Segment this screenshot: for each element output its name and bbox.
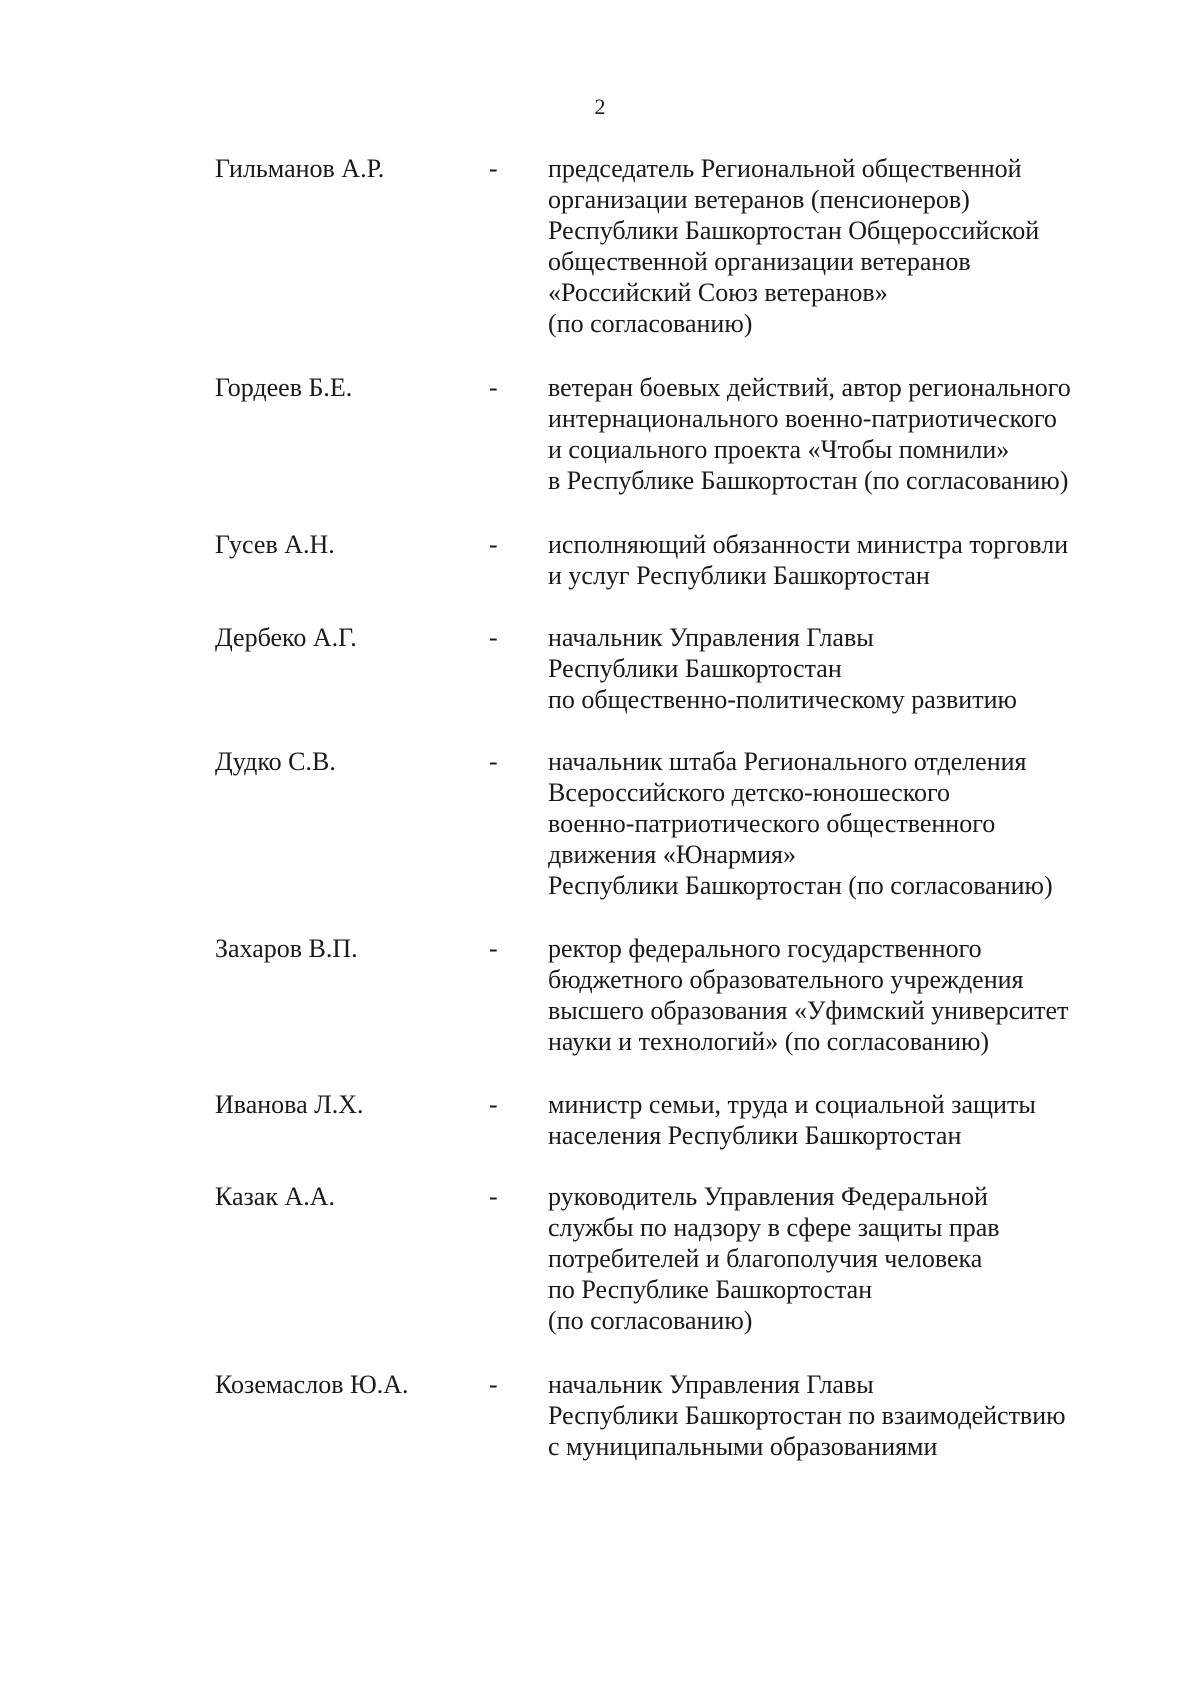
role-line: с муниципальными образованиями xyxy=(548,1432,938,1461)
role-line: в Республике Башкортостан (по согласованию) xyxy=(548,466,1069,495)
member-name: Гусев А.Н. xyxy=(215,530,335,559)
role-line: военно-патриотического общественного xyxy=(548,809,996,838)
role-line: начальник Управления Главы xyxy=(548,1370,874,1399)
role-line: (по согласованию) xyxy=(548,309,753,338)
role-line: начальник Управления Главы xyxy=(548,623,874,652)
member-role xyxy=(548,933,1108,1057)
role-line: Всероссийского детско-юношеского xyxy=(548,778,951,807)
role-line: движения «Юнармия» xyxy=(548,840,796,869)
role-line: по общественно-политическому развитию xyxy=(548,685,1017,714)
role-line: Республики Башкортостан (по согласованию) xyxy=(548,871,1053,900)
member-role xyxy=(548,529,1108,591)
role-line: и услуг Республики Башкортостан xyxy=(548,561,930,590)
role-line: интернационального военно-патриотического xyxy=(548,404,1057,433)
member-role xyxy=(548,622,1108,715)
member-name: Гильманов А.Р. xyxy=(215,154,385,183)
member-role xyxy=(548,372,1108,496)
member-name: Казак А.А. xyxy=(215,1182,336,1211)
role-line: службы по надзору в сфере защиты прав xyxy=(548,1213,1000,1242)
member-name: Дудко С.В. xyxy=(215,747,336,776)
member-name: Дербеко А.Г. xyxy=(215,623,357,652)
page-number: 2 xyxy=(594,94,606,119)
role-line: Республики Башкортостан по взаимодействию xyxy=(548,1401,1066,1430)
role-line: председатель Региональной общественной xyxy=(548,154,1022,183)
separator-dash: - xyxy=(489,373,498,402)
separator-dash: - xyxy=(489,623,498,652)
role-line: организации ветеранов (пенсионеров) xyxy=(548,185,970,214)
role-line: начальник штаба Регионального отделения xyxy=(548,747,1027,776)
separator-dash: - xyxy=(489,934,498,963)
role-line: «Российский Союз ветеранов» xyxy=(548,278,888,307)
member-role xyxy=(548,1181,1108,1336)
member-role xyxy=(548,746,1108,901)
role-line: (по согласованию) xyxy=(548,1306,753,1335)
member-name: Гордеев Б.Е. xyxy=(215,373,353,402)
separator-dash: - xyxy=(489,1090,498,1119)
role-line: общественной организации ветеранов xyxy=(548,247,971,276)
role-line: высшего образования «Уфимский университет xyxy=(548,996,1069,1025)
member-role xyxy=(548,1369,1108,1462)
member-role xyxy=(548,1089,1108,1151)
role-line: Республики Башкортостан Общероссийской xyxy=(548,216,1040,245)
role-line: ректор федерального государственного xyxy=(548,934,982,963)
member-name: Коземаслов Ю.А. xyxy=(215,1370,409,1399)
separator-dash: - xyxy=(489,530,498,559)
role-line: министр семьи, труда и социальной защиты xyxy=(548,1090,1036,1119)
separator-dash: - xyxy=(489,747,498,776)
role-line: и социального проекта «Чтобы помнили» xyxy=(548,435,1010,464)
member-name: Иванова Л.Х. xyxy=(215,1090,364,1119)
role-line: руководитель Управления Федеральной xyxy=(548,1182,988,1211)
member-name: Захаров В.П. xyxy=(215,934,358,963)
role-line: населения Республики Башкортостан xyxy=(548,1121,962,1150)
role-line: ветеран боевых действий, автор регионального xyxy=(548,373,1071,402)
role-line: исполняющий обязанности министра торговли xyxy=(548,530,1069,559)
role-line: бюджетного образовательного учреждения xyxy=(548,965,1024,994)
role-line: Республики Башкортостан xyxy=(548,654,842,683)
separator-dash: - xyxy=(489,154,498,183)
separator-dash: - xyxy=(489,1370,498,1399)
member-role xyxy=(548,153,1108,339)
role-line: по Республике Башкортостан xyxy=(548,1275,873,1304)
role-line: науки и технологий» (по согласованию) xyxy=(548,1027,990,1056)
separator-dash: - xyxy=(489,1182,498,1211)
role-line: потребителей и благополучия человека xyxy=(548,1244,983,1273)
